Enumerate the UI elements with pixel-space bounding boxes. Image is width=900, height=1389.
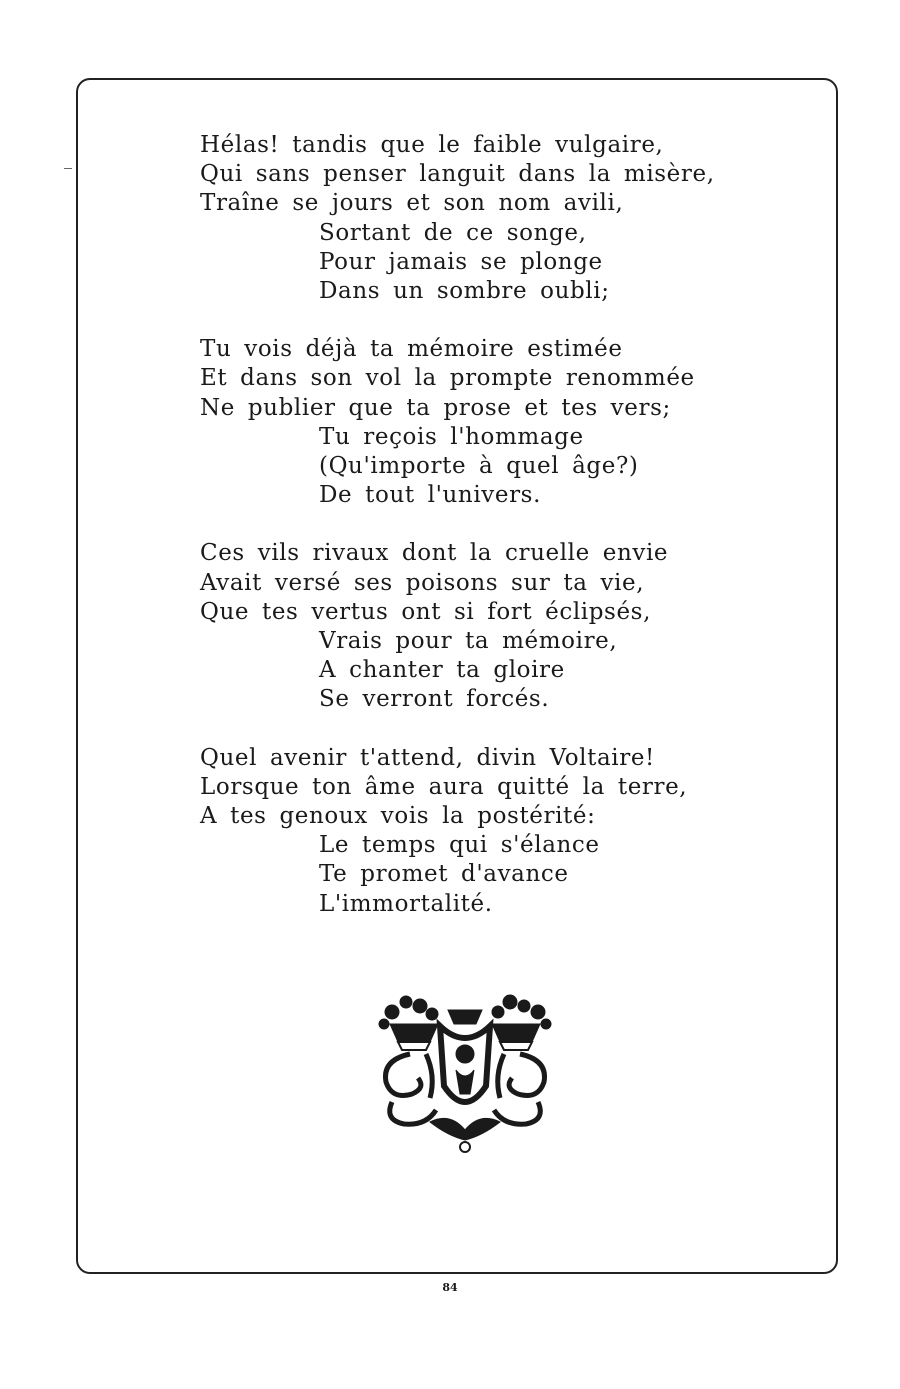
poem-line: Tu vois déjà ta mémoire estimée [200,336,623,363]
poem-line: A tes genoux vois la postérité: [200,803,596,830]
poem-line-indented: A chanter ta gloire [319,657,565,684]
poem-line-indented: Sortant de ce songe, [319,219,587,246]
margin-mark [64,168,72,169]
poem-line: Traîne se jours et son nom avili, [200,190,624,217]
poem-line-indented: Se verront forcés. [319,686,550,713]
poem-line: Ne publier que ta prose et tes vers; [200,394,671,421]
stanza-3 [200,539,720,714]
poem-line-indented: (Qu'importe à quel âge?) [319,453,639,480]
poem-line: Ces vils rivaux dont la cruelle envie [200,540,669,567]
bottom-leaf-icon [430,1118,500,1152]
poem-line-indented: De tout l'univers. [319,482,541,509]
right-scroll-icon [494,1054,545,1124]
left-urn-icon [379,996,438,1050]
poem-line: Lorsque ton âme aura quitté la terre, [200,773,688,800]
central-shield-icon [440,1010,490,1102]
poem-line: Et dans son vol la prompte renommée [200,365,695,392]
poem-line-indented: Dans un sombre oubli; [319,278,610,305]
poem-line: Quel avenir t'attend, divin Voltaire! [200,744,655,771]
poem [200,131,720,948]
poem-line-indented: Vrais pour ta mémoire, [319,628,618,655]
poem-line-indented: Pour jamais se plonge [319,248,603,275]
poem-line-indented: L'immortalité. [319,890,493,917]
stanza-1 [200,131,720,306]
poem-line: Que tes vertus ont si fort éclipsés, [200,598,651,625]
stanza-2 [200,335,720,510]
left-scroll-icon [386,1054,437,1124]
poem-line: Hélas! tandis que le faible vulgaire, [200,132,664,158]
floral-urn-ornament-icon [370,990,560,1155]
page-number: 84 [442,1281,458,1294]
poem-line: Avait versé ses poisons sur ta vie, [200,569,645,596]
poem-line-indented: Le temps qui s'élance [319,832,600,859]
stanza-4 [200,744,720,919]
right-urn-icon [492,995,551,1050]
poem-line-indented: Tu reçois l'hommage [319,423,584,450]
poem-line: Qui sans penser languit dans la misère, [200,161,715,188]
poem-line-indented: Te promet d'avance [319,861,569,888]
